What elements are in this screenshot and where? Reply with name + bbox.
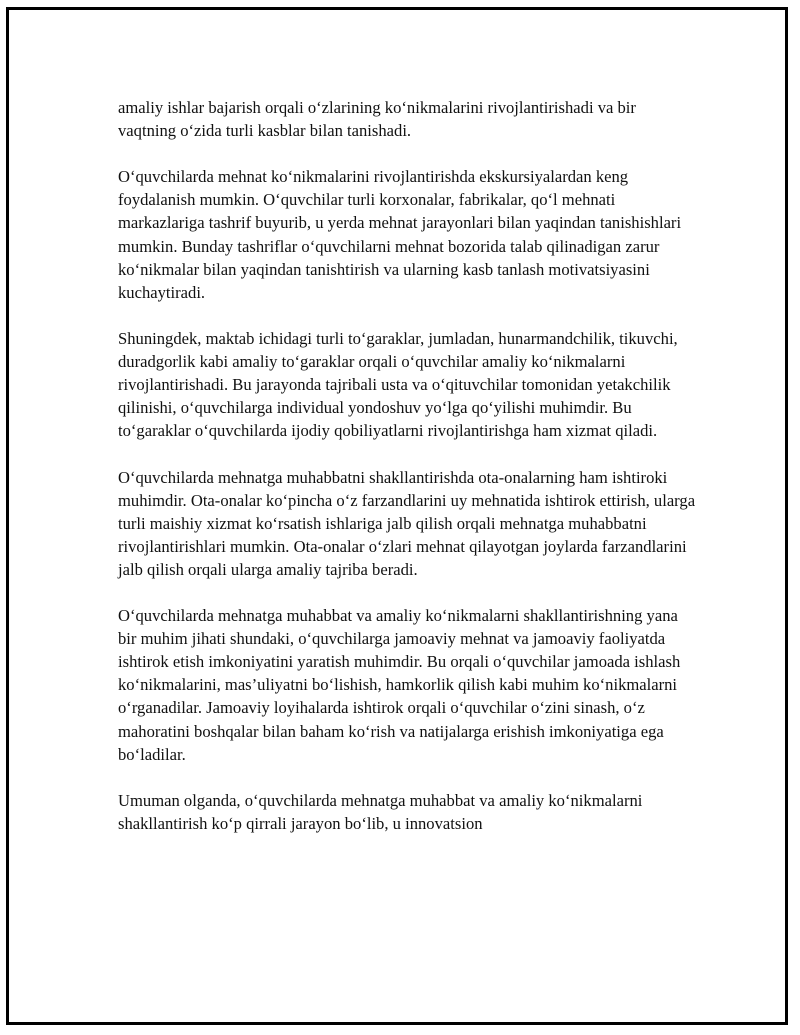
paragraph-6: Umuman olganda, o‘quvchilarda mehnatga muhabbat va amaliy ko‘nikmalarni shakllantirish ko‘p qirrali jarayon bo‘lib, u innovatsion <box>118 790 643 833</box>
paragraph-4: O‘quvchilarda mehnatga muhabbatni shakllantirishda ota-onalarning ham ishtiroki muhimdir. Ota-onalar ko‘pincha o‘z farzandlarini uy mehnatida ishtirok ettirish, ularga turli maishiy xizmat ko‘rsatish ishlariga jalb qilish orqali mehnatga muhabbatni rivojlantirishlari mumkin. Ota-onalar o‘zlari mehnat qilayotgan joylarda farzandlarini jalb qilish orqali ularga amaliy tajriba beradi. <box>118 467 696 579</box>
document-body <box>118 96 696 858</box>
paragraph-3: Shuningdek, maktab ichidagi turli to‘garaklar, jumladan, hunarmandchilik, tikuvchi, duradgorlik kabi amaliy to‘garaklar orqali o‘quvchilar amaliy ko‘nikmalarni rivojlantirishadi. Bu jarayonda tajribali usta va o‘qituvchilar tomonidan yetakchilik qilinishi, o‘quvchilarga individual yondoshuv yo‘lga qo‘yilishi muhimdir. Bu to‘garaklar o‘quvchilarda ijodiy qobiliyatlarni rivojlantirishga ham xizmat qiladi. <box>118 328 678 441</box>
paragraph-5: O‘quvchilarda mehnatga muhabbat va amaliy ko‘nikmalarni shakllantirishning yana bir muhim jihati shundaki, o‘quvchilarga jamoaviy mehnat va jamoaviy faoliyatda ishtirok etish imkoniyatini yaratish muhimdir. Bu orqali o‘quvchilar jamoada ishlash ko‘nikmalarini, mas’uliyatni bo‘lishish, hamkorlik qilish kabi muhim ko‘nikmalarni o‘rganadilar. Jamoaviy loyihalarda ishtirok orqali o‘quvchilar o‘zini sinash, o‘z mahoratini boshqalar bilan baham ko‘rish va natijalarga erishish imkoniyatiga ega bo‘ladilar. <box>118 606 681 764</box>
paragraph-2: O‘quvchilarda mehnat ko‘nikmalarini rivojlantirishda ekskursiyalardan keng foydalanish mumkin. O‘quvchilar turli korxonalar, fabrikalar, qo‘l mehnati markazlariga tashrif buyurib, u yerda mehnat jarayonlari bilan yaqindan tanishishlari mumkin. Bunday tashriflar o‘quvchilarni mehnat bozorida talab qilinadigan zarur ko‘nikmalar bilan yaqindan tanishtirish va ularning kasb tanlash motivatsiyasini kuchaytiradi. <box>118 167 682 302</box>
paragraph-1: amaliy ishlar bajarish orqali o‘zlarining ko‘nikmalarini rivojlantirishadi va bir vaqtning o‘zida turli kasblar bilan tanishadi. <box>118 98 636 141</box>
